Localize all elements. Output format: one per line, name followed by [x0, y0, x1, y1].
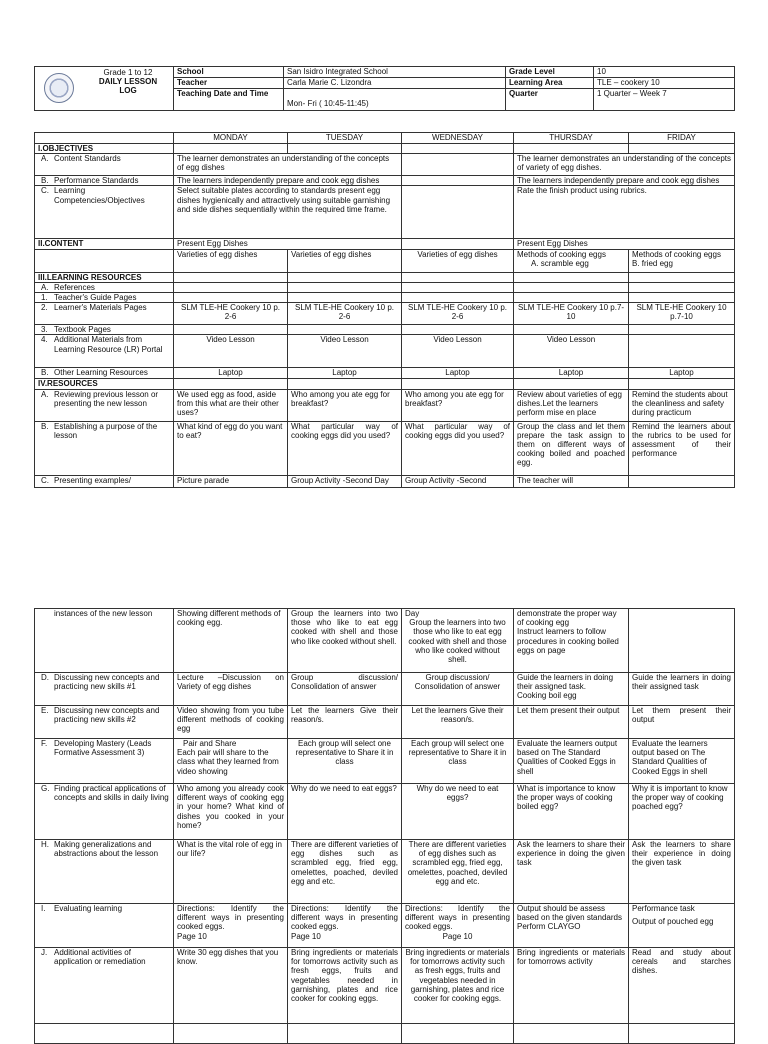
deped-seal — [44, 73, 74, 103]
proc-d-label: D. Discussing new concepts and practicing new skills #1 — [35, 673, 174, 706]
proc-e-tue: Let the learners Give their reason/s. — [288, 706, 402, 739]
proc-i-tue: Directions: Identify the different ways in presenting cooked eggs. Page 10 — [288, 904, 402, 948]
res-2-label: 2. Learner's Materials Pages — [35, 303, 174, 325]
proc-i-label: I. Evaluating learning — [35, 904, 174, 948]
proc-f-label: F. Developing Mastery (Leads Formative Assessment 3) — [35, 739, 174, 784]
res-b-wed: Laptop — [402, 368, 514, 379]
school-block — [35, 67, 174, 111]
day-wednesday: WEDNESDAY — [402, 133, 514, 144]
res-1-label: 1. Teacher's Guide Pages — [35, 292, 174, 302]
proc-f-wed: Each group will select one representative to Share it in class — [402, 739, 514, 784]
proc-j-wed: Bring ingredients or materials for tomorrows activity such as fresh eggs, fruits and vegetables needed in garnishing, plates and rice cooker for cooking eggs. — [402, 948, 514, 1024]
content-thu-1: Present Egg Dishes — [514, 239, 735, 249]
section-objectives: I.OBJECTIVES — [35, 144, 174, 154]
proc-c-tue-cont: Group the learners into two those who like to eat egg cooked with shell and those who like cooked without shell. — [288, 609, 402, 673]
proc-i-thu: Output should be assess based on the given standards Perform CLAYGO — [514, 904, 629, 948]
proc-b-wed: What particular way of cooking eggs did you used? — [402, 421, 514, 475]
proc-d-wed: Group discussion/ Consolidation of answer — [402, 673, 514, 706]
proc-h-tue: There are different varieties of egg dishes such as scrambled egg, fried egg, omelettes, poached, deviled egg and etc. — [288, 840, 402, 904]
teacher-label: Teacher — [174, 78, 284, 89]
proc-a-tue: Who among you ate egg for breakfast? — [288, 389, 402, 421]
proc-d-thu: Guide the learners in doing their assigned task. Cooking boil egg — [514, 673, 629, 706]
res-4-wed: Video Lesson — [402, 335, 514, 368]
proc-a-thu: Review about varieties of egg dishes.Let the learners perform mise en place — [514, 389, 629, 421]
res-b-fri: Laptop — [629, 368, 735, 379]
proc-g-mon: Who among you already cook different ways of cooking egg in your home? What kind of dishes you cooked in your home? — [174, 784, 288, 840]
obj-a-thu: The learner demonstrates an understanding of the concepts of variety of egg dishes. — [514, 154, 735, 176]
proc-g-label: G. Finding practical applications of concepts and skills in daily living — [35, 784, 174, 840]
proc-b-mon: What kind of egg do you want to eat? — [174, 421, 288, 475]
proc-e-label: E. Discussing new concepts and practicing new skills #2 — [35, 706, 174, 739]
content-mon: Varieties of egg dishes — [174, 249, 288, 272]
proc-c-label: C. Presenting examples/ — [35, 475, 174, 487]
obj-c-label: C. Learning Competencies/Objectives — [35, 186, 174, 239]
proc-d-mon: Lecture –Discussion on Variety of egg dishes — [174, 673, 288, 706]
lesson-table-page-2 — [34, 608, 735, 1044]
res-2-thu: SLM TLE-HE Cookery 10 p.7-10 — [514, 303, 629, 325]
proc-h-label: H. Making generalizations and abstractions about the lesson — [35, 840, 174, 904]
proc-c-wed: Group Activity -Second — [402, 475, 514, 487]
area-label: Learning Area — [506, 78, 594, 89]
obj-c-thu: Rate the finish product using rubrics. — [514, 186, 735, 239]
proc-a-fri: Remind the students about the cleanliness and safety during practicum — [629, 389, 735, 421]
proc-g-thu: What is importance to know the proper ways of cooking boiled egg? — [514, 784, 629, 840]
proc-b-label: B. Establishing a purpose of the lesson — [35, 421, 174, 475]
res-4-mon: Video Lesson — [174, 335, 288, 368]
proc-d-tue: Group discussion/ Consolidation of answer — [288, 673, 402, 706]
proc-g-tue: Why do we need to eat eggs? — [288, 784, 402, 840]
proc-b-thu: Group the class and let them prepare the task assign to them on different ways of cooking boiled and poached egg. — [514, 421, 629, 475]
proc-a-wed: Who among you ate egg for breakfast? — [402, 389, 514, 421]
school-label: School — [174, 67, 284, 78]
content-thu: Methods of cooking eggs A. scramble egg — [514, 249, 629, 272]
proc-c-tue: Group Activity -Second Day — [288, 475, 402, 487]
proc-i-wed: Directions: Identify the different ways in presenting cooked eggs. Page 10 — [402, 904, 514, 948]
content-fri: Methods of cooking eggs B. fried egg — [629, 249, 735, 272]
proc-a-mon: We used egg as food, aside from this what are their other uses? — [174, 389, 288, 421]
proc-h-mon: What is the vital role of egg in our life? — [174, 840, 288, 904]
proc-f-mon: Pair and Share Each pair will share to the class what they learned from video showing — [174, 739, 288, 784]
proc-c-mon: Picture parade — [174, 475, 288, 487]
area-value: TLE – cookery 10 — [594, 78, 735, 89]
proc-b-fri: Remind the learners about the rubrics to be used for assessment of their performance — [629, 421, 735, 475]
proc-f-thu: Evaluate the learners output based on The Standard Qualities of Cooked Eggs in shell — [514, 739, 629, 784]
proc-h-wed: There are different varieties of egg dishes such as scrambled egg, fried egg, omelettes, poached, deviled egg and etc. — [402, 840, 514, 904]
proc-i-fri: Performance task Output of pouched egg — [629, 904, 735, 948]
school-block-line-1: Grade 1 to 12 — [103, 68, 153, 77]
proc-c-label-cont: instances of the new lesson — [35, 609, 174, 673]
proc-e-wed: Let the learners Give their reason/s. — [402, 706, 514, 739]
grade-value: 10 — [594, 67, 735, 78]
res-4-label: 4. Additional Materials from Learning Resource (LR) Portal — [35, 335, 174, 368]
obj-b-mon: The learners independently prepare and cook egg dishes — [174, 176, 402, 186]
day-friday: FRIDAY — [629, 133, 735, 144]
school-block-line-2: DAILY LESSON — [98, 77, 158, 87]
content-tue: Varieties of egg dishes — [288, 249, 402, 272]
proc-f-fri: Evaluate the learners output based on The Standard Qualities of Cooked Eggs in shell — [629, 739, 735, 784]
proc-j-thu: Bring ingredients or materials for tomorrows activity — [514, 948, 629, 1024]
res-b-tue: Laptop — [288, 368, 402, 379]
obj-b-thu: The learners independently prepare and cook egg dishes — [514, 176, 735, 186]
day-tuesday: TUESDAY — [288, 133, 402, 144]
proc-j-mon: Write 30 egg dishes that you know. — [174, 948, 288, 1024]
res-4-tue: Video Lesson — [288, 335, 402, 368]
quarter-value: 1 Quarter – Week 7 — [594, 89, 735, 111]
proc-g-fri: Why it is important to know the proper way of cooking poached egg? — [629, 784, 735, 840]
datetime-label: Teaching Date and Time — [174, 89, 284, 111]
quarter-label: Quarter — [506, 89, 594, 111]
section-content: II.CONTENT — [35, 239, 174, 249]
proc-d-fri: Guide the learners in doing their assigned task — [629, 673, 735, 706]
proc-f-tue: Each group will select one representative to Share it in class — [288, 739, 402, 784]
proc-c-mon-cont: Showing different methods of cooking egg. — [174, 609, 288, 673]
proc-h-fri: Ask the learners to share their experience in doing the given task — [629, 840, 735, 904]
proc-j-tue: Bring ingredients or materials for tomorrows activity such as fresh eggs, fruits and vegetables needed in garnishing, plates and rice cooker for cooking eggs. — [288, 948, 402, 1024]
content-mon-1: Present Egg Dishes — [174, 239, 402, 249]
proc-b-tue: What particular way of cooking eggs did you used? — [288, 421, 402, 475]
header-table — [34, 66, 735, 111]
proc-j-label: J. Additional activities of application or remediation — [35, 948, 174, 1024]
content-wed: Varieties of egg dishes — [402, 249, 514, 272]
res-2-fri: SLM TLE-HE Cookery 10 p.7-10 — [629, 303, 735, 325]
res-2-wed: SLM TLE-HE Cookery 10 p. 2-6 — [402, 303, 514, 325]
proc-c-thu-cont: demonstrate the proper way of cooking egg Instruct learners to follow procedures in cooking boiled eggs on page — [514, 609, 629, 673]
res-2-mon: SLM TLE-HE Cookery 10 p. 2-6 — [174, 303, 288, 325]
obj-a-mon: The learner demonstrates an understanding of the concepts of egg dishes — [174, 154, 402, 176]
section-resources: III.LEARNING RESOURCES — [35, 272, 174, 282]
proc-c-wed-cont: Day Group the learners into two those who like to eat egg cooked with shell and those who like cooked without shell. — [402, 609, 514, 673]
res-3-label: 3. Textbook Pages — [35, 325, 174, 335]
teacher-value: Carla Marie C. Lizondra — [284, 78, 506, 89]
proc-g-wed: Why do we need to eat eggs? — [402, 784, 514, 840]
proc-c-thu: The teacher will — [514, 475, 629, 487]
proc-e-mon: Video showing from you tube different methods of cooking egg — [174, 706, 288, 739]
proc-a-label: A. Reviewing previous lesson or presenting the new lesson — [35, 389, 174, 421]
section-procedures: IV.RESOURCES — [35, 379, 174, 389]
datetime-value: Mon- Fri ( 10:45-11:45) — [287, 99, 369, 108]
res-4-thu: Video Lesson — [514, 335, 629, 368]
page-break — [0, 506, 768, 606]
grade-label: Grade Level — [506, 67, 594, 78]
res-b-mon: Laptop — [174, 368, 288, 379]
res-b-label: B. Other Learning Resources — [35, 368, 174, 379]
obj-a-label: A. Content Standards — [35, 154, 174, 176]
proc-e-fri: Let them present their output — [629, 706, 735, 739]
res-a-label: A. References — [35, 282, 174, 292]
res-2-tue: SLM TLE-HE Cookery 10 p. 2-6 — [288, 303, 402, 325]
res-b-thu: Laptop — [514, 368, 629, 379]
obj-c-mon: Select suitable plates according to standards present egg dishes hygienically and attractively using suitable garnishing and side dishes sequentially within the required time frame. — [174, 186, 402, 239]
proc-h-thu: Ask the learners to share their experience in doing the given task — [514, 840, 629, 904]
corner-cell — [35, 133, 174, 144]
day-thursday: THURSDAY — [514, 133, 629, 144]
proc-i-mon: Directions: Identify the different ways in presenting cooked eggs. Page 10 — [174, 904, 288, 948]
proc-j-fri: Read and study about cereals and starches dishes. — [629, 948, 735, 1024]
school-value: San Isidro Integrated School — [284, 67, 506, 78]
proc-e-thu: Let them present their output — [514, 706, 629, 739]
school-block-line-3: LOG — [119, 86, 137, 96]
lesson-table-page-1 — [34, 132, 735, 488]
obj-b-label: B. Performance Standards — [35, 176, 174, 186]
datetime-cell — [284, 89, 506, 111]
day-monday: MONDAY — [174, 133, 288, 144]
